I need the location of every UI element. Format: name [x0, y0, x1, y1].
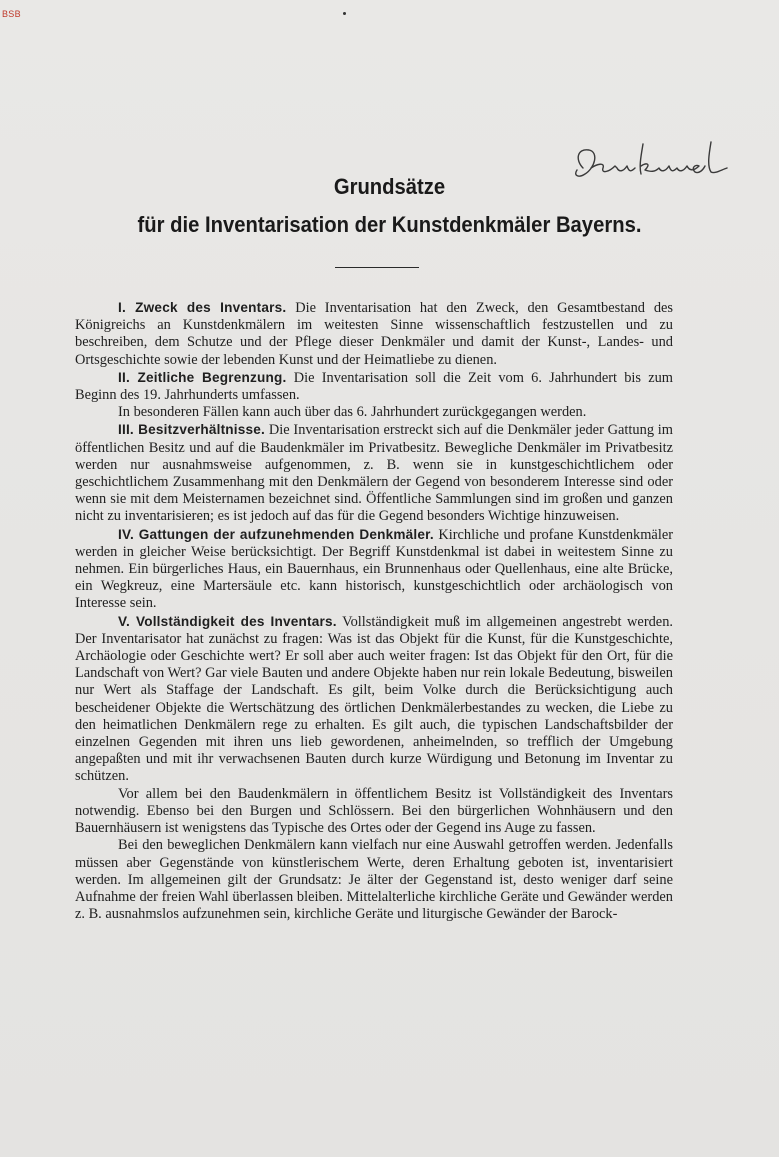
paragraph-section-1 [75, 299, 673, 369]
section-text: Bei den beweglichen Denkmälern kann vielfach nur eine Auswahl getroffen werden. Jedenfalls müssen aber Gegenstände von künstlerischem Werte, deren Erhaltung geboten ist, inventarisiert werden. Im allgemeinen gilt der Grundsatz: Je älter der Gegenstand ist, desto weniger darf seine Aufnahme der freien Wahl überlassen bleiben. Mittelalterliche kirchliche Geräte und Gewänder werden z. B. ausnahmslos aufzunehmen sein, kirchliche Geräte und liturgische Gewänder der Barock- [75, 837, 673, 923]
section-text: Die Inventarisation soll die Zeit vom 6. Jahrhundert bis zum Beginn des 19. Jahrhunderts umfassen. [75, 369, 673, 404]
paragraph-section-3 [75, 421, 673, 525]
paragraph-section-5-cont-2 [75, 837, 673, 923]
section-text: Die Inventarisation hat den Zweck, den Gesamtbestand des Königreichs an Kunstdenkmälern im weitesten Sinne wissenschaftlich festzustellen und zu beschreiben, dem Schutze und der Pflege dieser Denkmäler und damit der Kunst-, Landes- und Ortsgeschichte sowie der lebenden Kunst und der Heimatliebe zu dienen. [75, 300, 674, 368]
library-mark: BSB [2, 9, 21, 19]
section-heading: IV. Gattungen der aufzunehmenden Denkmäler. [118, 526, 434, 542]
page-title-line-2: für die Inventarisation der Kunstdenkmäler Bayerns. [137, 212, 642, 237]
paragraph-section-4 [75, 526, 673, 613]
ink-speck [343, 12, 346, 15]
section-text: In besonderen Fällen kann auch über das 6. Jahrhundert zurückgegangen werden. [118, 404, 587, 421]
paragraph-section-5-cont-1 [75, 786, 673, 838]
paragraph-section-5 [75, 613, 673, 786]
section-text: Kirchliche und profane Kunstdenkmäler werden in gleicher Weise berücksichtigt. Der Begriff Kunstdenkmal ist dabei in weitestem Sinne zu nehmen. Ein bürgerliches Haus, ein Bauernhaus, ein Brunnenhaus oder Quellenhaus, eine alte Brücke, ein Wegkreuz, eine Martersäule etc. kann historisch, kunstgeschichtlich oder archäologisch von Interesse sein. [75, 526, 673, 612]
document-body [75, 299, 673, 923]
section-heading: III. Besitzverhältnisse. [118, 422, 266, 438]
title-divider [335, 267, 419, 268]
paragraph-section-2 [75, 369, 673, 404]
page-title-line-1: Grundsätze [333, 174, 446, 199]
section-text: Vollständigkeit muß im allgemeinen angestrebt werden. Der Inventarisator hat zunächst zu fragen: Was ist das Objekt für die Kunst, für die Kunstgeschichte, Archäologie oder Geschichte wert? Er soll aber auch weiter fragen: Ist das Objekt für den Ort, für die Landschaft von Wert? Gar viele Bauten und andere Objekte haben nur rein lokale Bedeutung, bisweilen nur Wert als Staffage der Landschaft. Es gilt, beim Volke durch die Berücksichtigung auch bescheidener Objekte die Wertschätzung des örtlichen Denkmälerbestandes zu wecken, die Liebe zu den heimatlichen Denkmälern rege zu erhalten. Es gilt auch, die typischen Landschaftsbilder der einzelnen Gegenden mit ihren uns lieb gewordenen, anheimelnden, so trefflich der Umgebung angepaßten und mit ihr verwachsenen Bauten durch kurze Würdigung und Betonung im Inventar zu schützen. [75, 613, 673, 785]
handwritten-note-text: Denkmal [565, 125, 624, 142]
section-heading: I. Zweck des Inventars. [118, 300, 287, 315]
section-text: Vor allem bei den Baudenkmälern in öffentlichem Besitz ist Vollständigkeit des Inventars notwendig. Ebenso bei den Burgen und Schlössern. Bei den bürgerlichen Wohnhäusern und den Bauernhäusern ist wenigstens das Typische des Ortes oder der Gegend ins Auge zu fassen. [75, 785, 673, 837]
section-heading: II. Zeitliche Begrenzung. [118, 369, 287, 385]
paragraph-section-2-note [75, 404, 673, 421]
section-text: Die Inventarisation erstreckt sich auf die Denkmäler jeder Gattung im öffentlichen Besitz und auf die Baudenkmäler im Privatbesitz. Bewegliche Denkmäler im Privatbesitz werden nur ausnahmsweise aufgenommen, z. B. wenn sie in kunstgeschichtlichem oder geschichtlichem Zusammenhang mit den Denkmälern der Gegend von besonderem Interesse sind oder wenn sie mit dem Meisternamen bezeichnet sind. Öffentliche Sammlungen sind im großen und ganzen nicht zu inventarisieren; es ist jedoch auf das für die Gegend besonders Wichtige hinzuweisen. [75, 422, 673, 525]
section-heading: V. Vollständigkeit des Inventars. [118, 613, 337, 629]
